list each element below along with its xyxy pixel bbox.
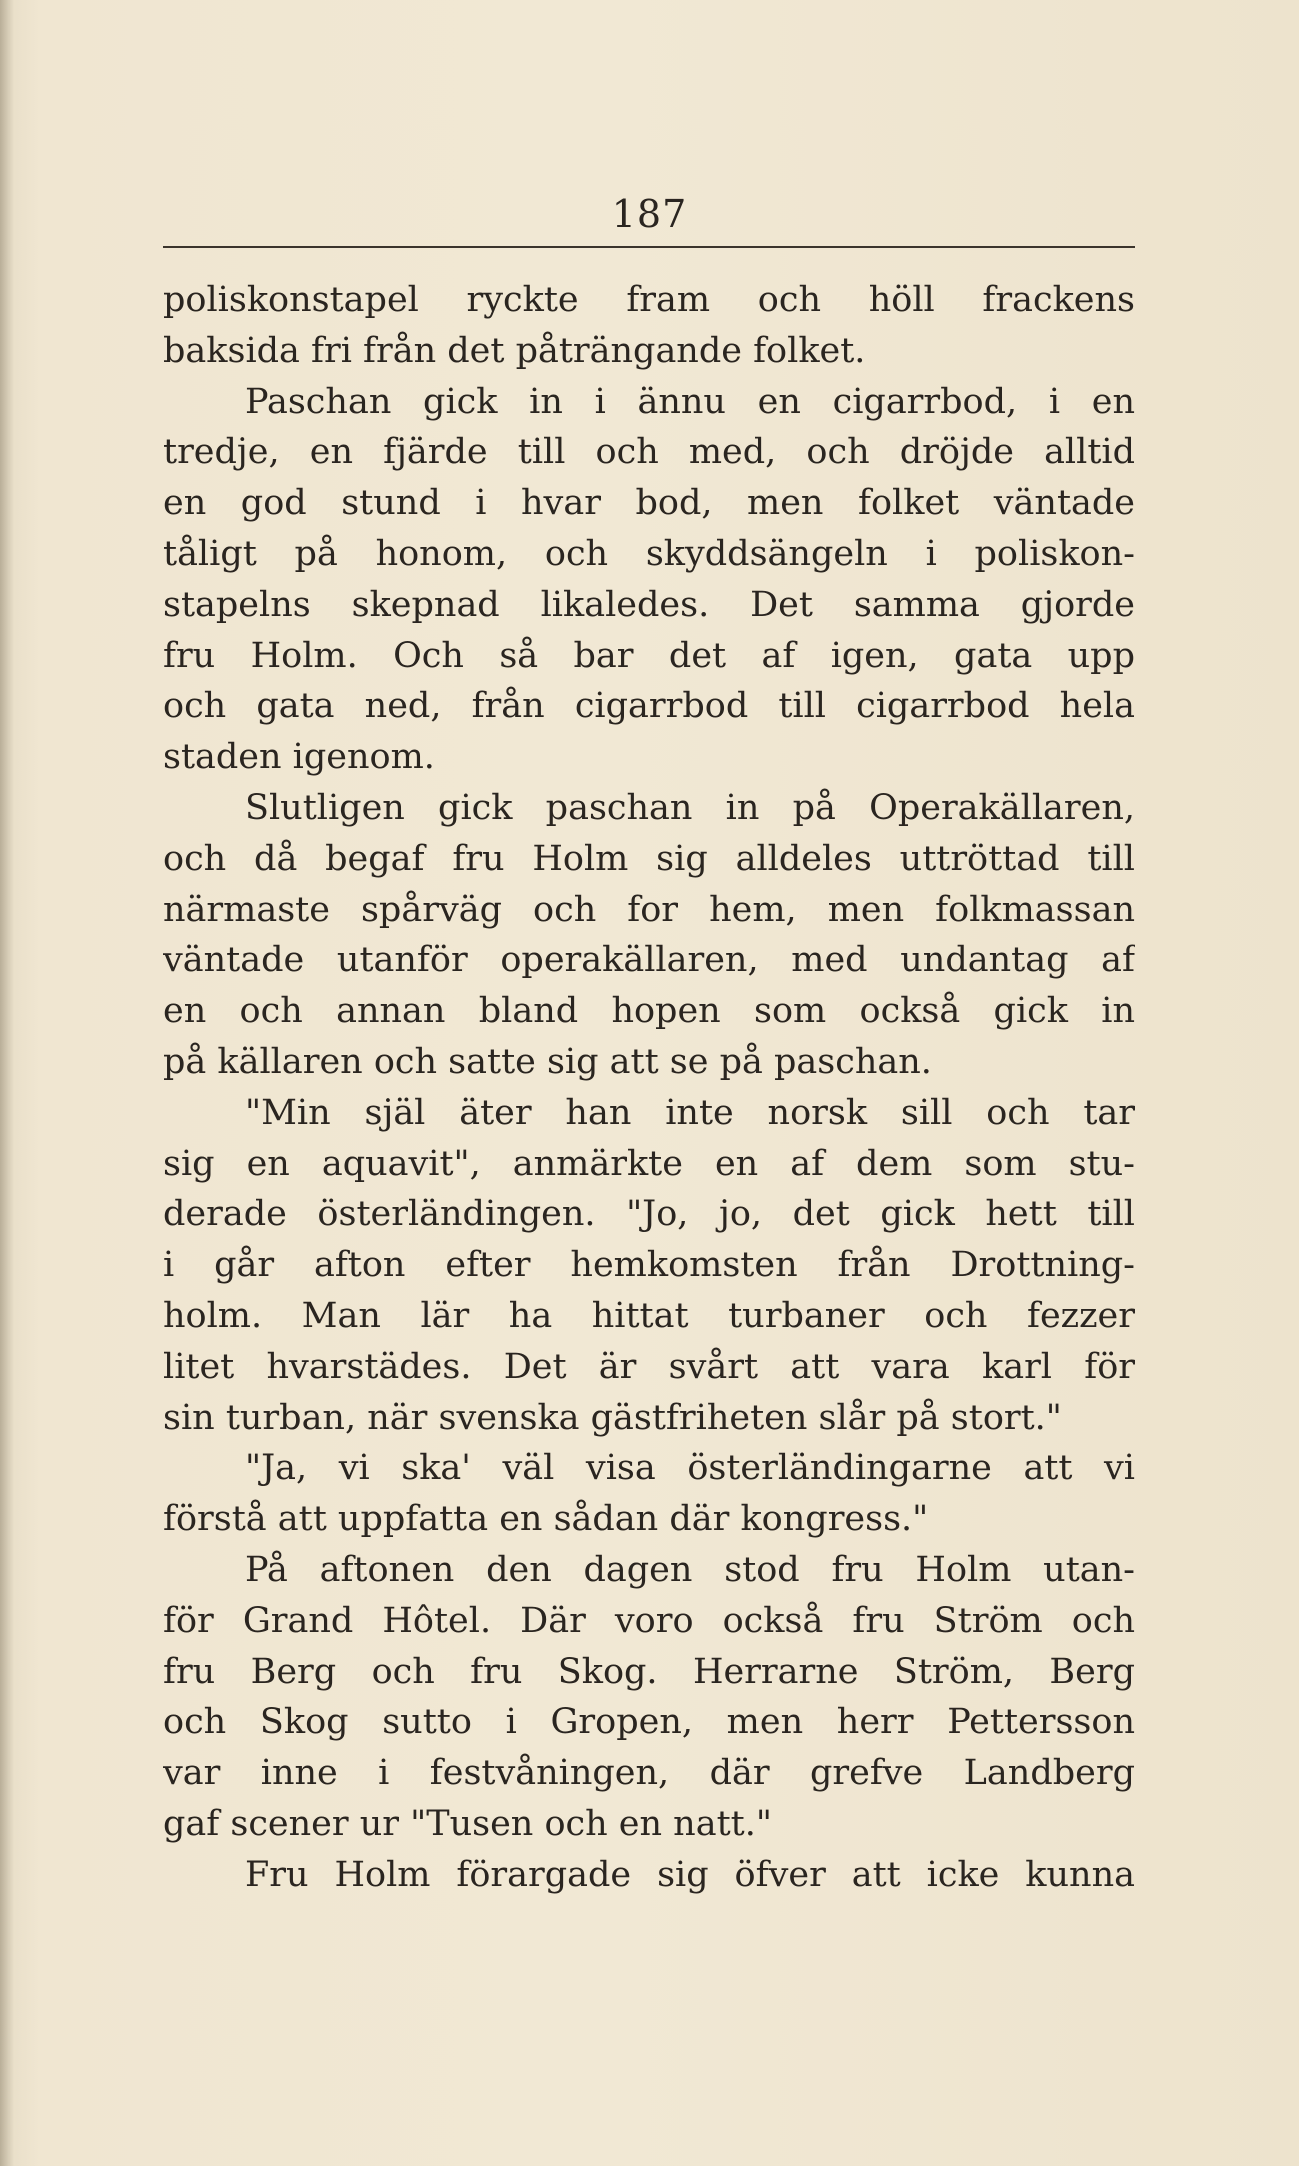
text-line: en god stund i hvar bod, men folket väntade	[163, 483, 1135, 524]
text-line: var inne i festvåningen, där grefve Landberg	[163, 1753, 1135, 1794]
body-text	[163, 275, 1135, 1901]
text-line: "Min själ äter han inte norsk sill och tar	[245, 1092, 1135, 1133]
text-line: litet hvarstädes. Det är svårt att vara karl för	[163, 1346, 1135, 1387]
text-line: fru Holm. Och så bar det af igen, gata upp	[163, 635, 1135, 676]
text-line: väntade utanför operakällaren, med undantag af	[163, 940, 1135, 981]
text-line: poliskonstapel ryckte fram och höll frackens	[163, 280, 1135, 320]
text-line: en och annan bland hopen som också gick in	[163, 991, 1135, 1032]
text-line: holm. Man lär ha hittat turbaner och fezzer	[163, 1295, 1135, 1336]
text-line: staden igenom.	[163, 737, 435, 778]
page-number: 187	[611, 192, 688, 236]
text-line: och då begaf fru Holm sig alldeles uttröttad till	[163, 838, 1135, 879]
text-line: närmaste spårväg och for hem, men folkmassan	[163, 889, 1135, 930]
text-line: gaf scener ur "Tusen och en natt."	[163, 1803, 772, 1844]
text-line: och gata ned, från cigarrbod till cigarrbod hela	[163, 686, 1135, 727]
text-line: på källaren och satte sig att se på paschan.	[163, 1041, 932, 1082]
text-line: Fru Holm förargade sig öfver att icke kunna	[245, 1854, 1135, 1895]
text-line: "Ja, vi ska' väl visa österländingarne att vi	[245, 1448, 1135, 1489]
header-rule	[163, 246, 1135, 248]
text-line: Slutligen gick paschan in på Operakällaren,	[245, 787, 1135, 828]
text-line: och Skog sutto i Gropen, men herr Pettersson	[163, 1702, 1135, 1743]
text-line: fru Berg och fru Skog. Herrarne Ström, Berg	[163, 1651, 1135, 1692]
text-line: sig en aquavit", anmärkte en af dem som stu-	[163, 1143, 1135, 1184]
text-line: tåligt på honom, och skyddsängeln i poliskon-	[163, 533, 1135, 574]
text-line: sin turban, när svenska gästfriheten slår på stort."	[163, 1397, 1062, 1438]
text-line: i går afton efter hemkomsten från Drottning-	[163, 1245, 1135, 1286]
text-line: tredje, en fjärde till och med, och dröjde alltid	[163, 432, 1135, 473]
text-line: stapelns skepnad likaledes. Det samma gjorde	[163, 584, 1135, 625]
text-line: derade österländingen. "Jo, jo, det gick hett till	[163, 1194, 1135, 1235]
text-line: förstå att uppfatta en sådan där kongress."	[163, 1499, 929, 1540]
text-line: Paschan gick in i ännu en cigarrbod, i en	[245, 381, 1135, 422]
page-spine-edge	[0, 0, 14, 2166]
text-line: På aftonen den dagen stod fru Holm utan-	[245, 1549, 1135, 1590]
text-line: baksida fri från det påträngande folket.	[163, 330, 866, 371]
text-line: för Grand Hôtel. Där voro också fru Ström och	[163, 1600, 1135, 1641]
